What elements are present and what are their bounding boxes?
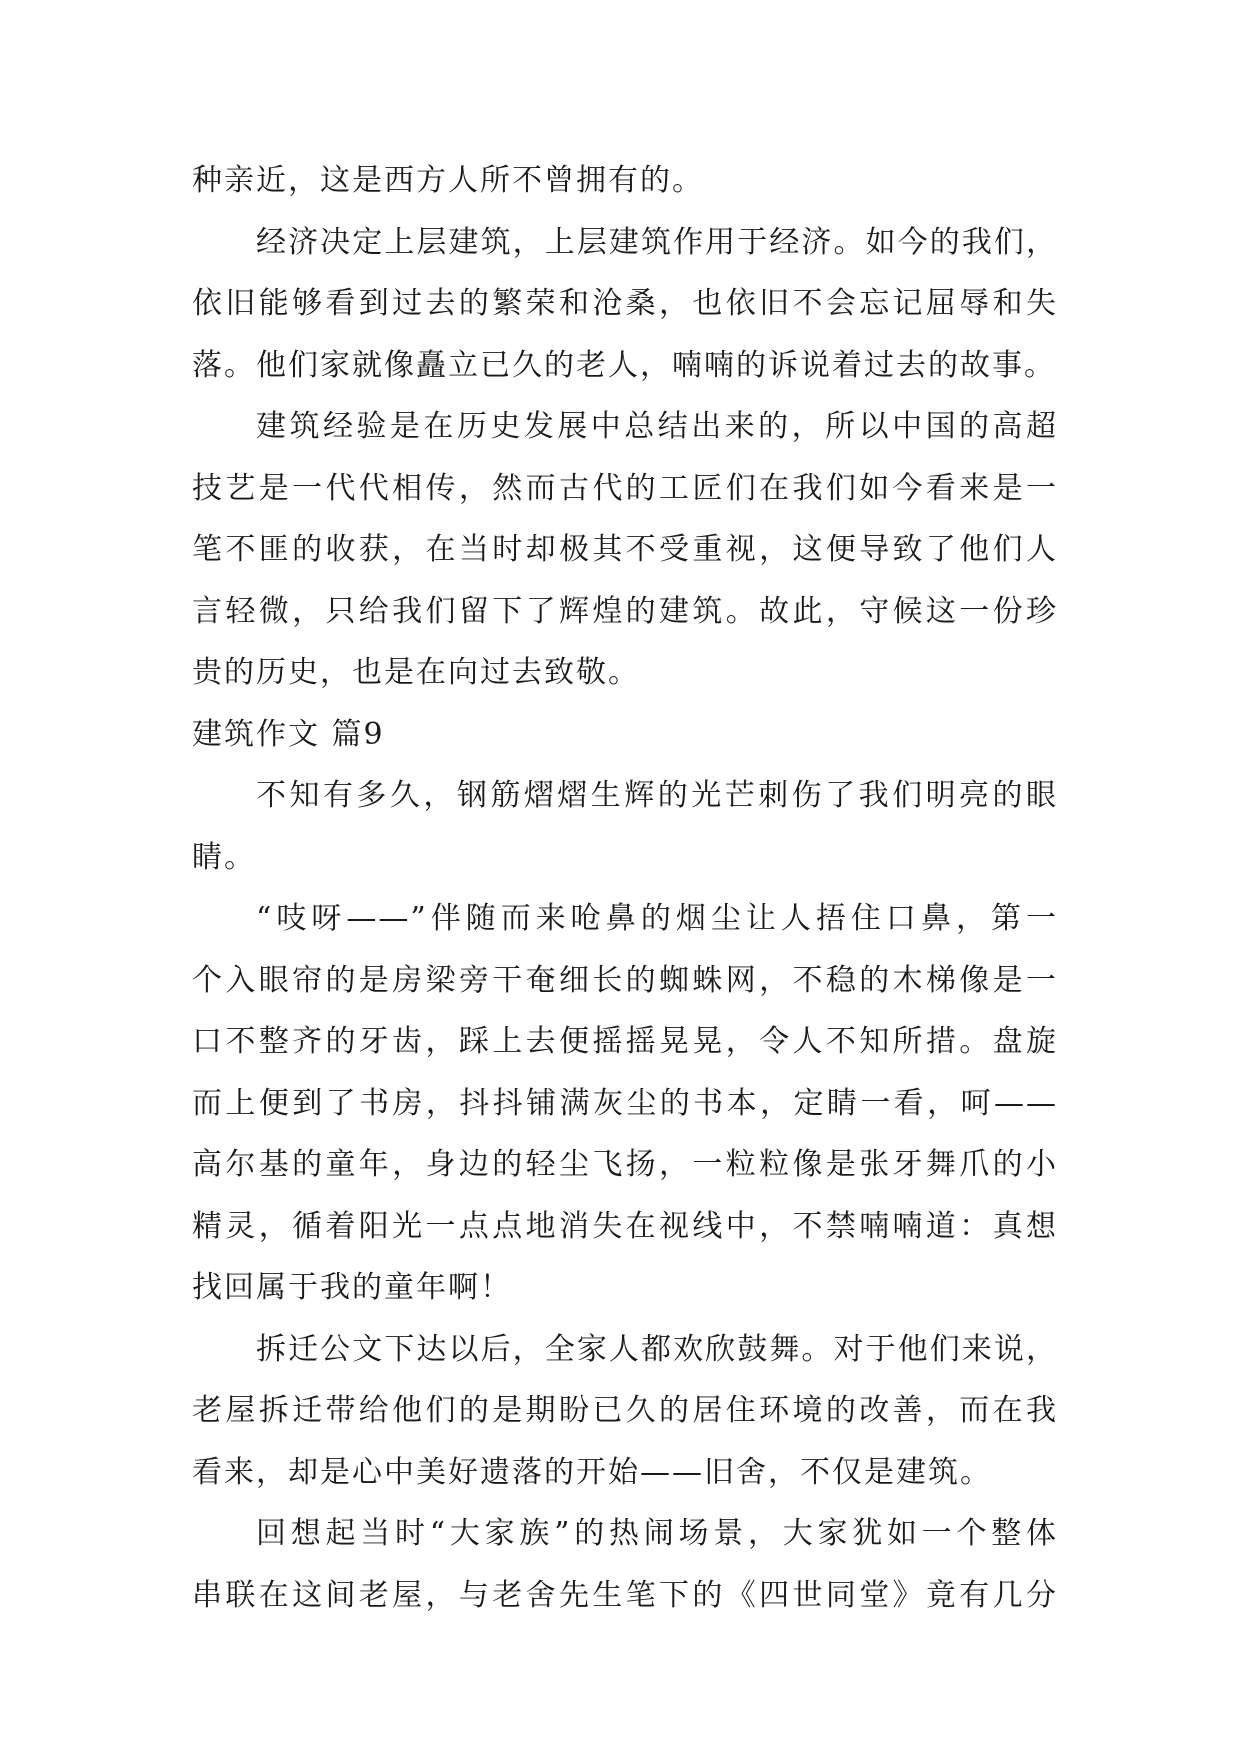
text-line: 依旧能够看到过去的繁荣和沧桑，也依旧不会忘记屈辱和失 [192,286,1058,321]
text-line: 串联在这间老屋，与老舍先生笔下的《四世同堂》竟有几分 [192,1577,1058,1613]
text-line: 而上便到了书房，抖抖铺满灰尘的书本，定睛一看，呵—— [192,1085,1058,1121]
text-line: 找回属于我的童年啊！ [192,1270,512,1305]
body-text [192,150,1058,1626]
text-line: 老屋拆迁带给他们的是期盼已久的居住环境的改善，而在我 [192,1393,1058,1428]
text-line: 口不整齐的牙齿，踩上去便摇摇晃晃，令人不知所措。盘旋 [192,1024,1058,1059]
text-line: 精灵，循着阳光一点点地消失在视线中，不禁喃喃道：真想 [192,1208,1058,1244]
section-heading: 建筑作文 篇9 [192,716,385,752]
text-line: 笔不匪的收获，在当时却极其不受重视，这便导致了他们人 [192,532,1058,567]
text-line: 看来，却是心中美好遗落的开始——旧舍，不仅是建筑。 [192,1454,992,1490]
text-line: 建筑经验是在历史发展中总结出来的，所以中国的高超 [256,409,1058,444]
text-line: 个入眼帘的是房梁旁干奄细长的蜘蛛网，不稳的木梯像是一 [192,962,1058,998]
text-line: 贵的历史，也是在向过去致敬。 [192,655,640,690]
text-line: 回想起当时“大家族”的热闹场景，大家犹如一个整体 [256,1516,1058,1551]
text-line: 经济决定上层建筑，上层建筑作用于经济。如今的我们， [256,224,1058,260]
text-line: 技艺是一代代相传，然而古代的工匠们在我们如今看来是一 [192,470,1058,506]
text-line: 种亲近，这是西方人所不曾拥有的。 [192,163,704,198]
text-line: 言轻微，只给我们留下了辉煌的建筑。故此，守候这一份珍 [192,593,1058,629]
text-line: 拆迁公文下达以后，全家人都欢欣鼓舞。对于他们来说， [256,1331,1058,1367]
text-line: 睛。 [192,839,256,875]
text-line: 不知有多久，钢筋熠熠生辉的光芒刺伤了我们明亮的眼 [256,778,1058,813]
text-line: 高尔基的童年，身边的轻尘飞扬，一粒粒像是张牙舞爪的小 [192,1147,1058,1182]
text-line: 落。他们家就像矗立已久的老人，喃喃的诉说着过去的故事。 [192,347,1056,383]
text-line: “吱呀——”伴随而来呛鼻的烟尘让人捂住口鼻，第一 [256,901,1058,936]
